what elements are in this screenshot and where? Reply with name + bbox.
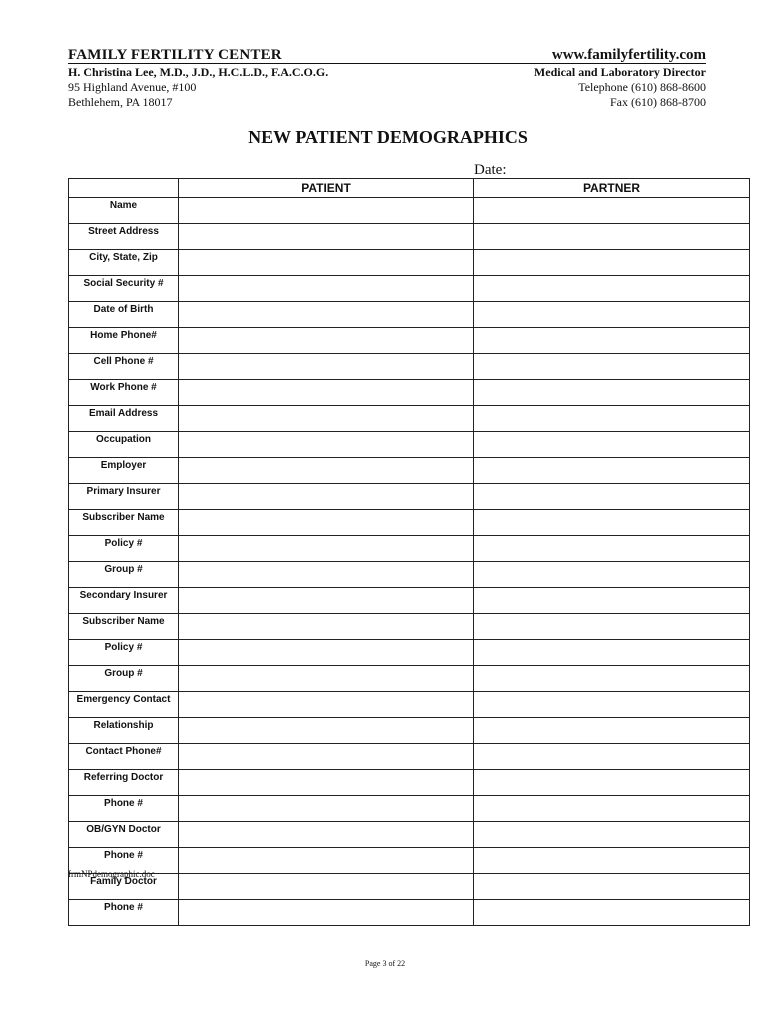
table-row xyxy=(69,588,750,614)
partner-field[interactable] xyxy=(474,588,750,614)
partner-field[interactable] xyxy=(474,796,750,822)
address-line-1: 95 Highland Avenue, #100 xyxy=(68,80,197,94)
header-left xyxy=(68,47,368,64)
table-row xyxy=(69,354,750,380)
field-label: Subscriber Name xyxy=(69,510,179,536)
partner-field[interactable] xyxy=(474,354,750,380)
field-label: Employer xyxy=(69,458,179,484)
partner-field[interactable] xyxy=(474,276,750,302)
field-label: Street Address xyxy=(69,224,179,250)
contact-info xyxy=(386,65,706,110)
column-header-partner: PARTNER xyxy=(474,179,750,198)
table-row xyxy=(69,874,750,900)
doctor-title: Medical and Laboratory Director xyxy=(533,65,706,79)
table-row xyxy=(69,276,750,302)
patient-field[interactable] xyxy=(179,588,474,614)
partner-field[interactable] xyxy=(474,458,750,484)
table-row xyxy=(69,666,750,692)
column-header-label xyxy=(69,179,179,198)
partner-field[interactable] xyxy=(474,614,750,640)
table-row xyxy=(69,406,750,432)
form-title: NEW PATIENT DEMOGRAPHICS xyxy=(248,127,528,147)
field-label: Phone # xyxy=(69,848,179,874)
patient-field[interactable] xyxy=(179,562,474,588)
patient-field[interactable] xyxy=(179,536,474,562)
header-right xyxy=(386,47,706,64)
partner-field[interactable] xyxy=(474,198,750,224)
patient-field[interactable] xyxy=(179,848,474,874)
partner-field[interactable] xyxy=(474,874,750,900)
table-row xyxy=(69,614,750,640)
partner-field[interactable] xyxy=(474,770,750,796)
table-row xyxy=(69,536,750,562)
patient-field[interactable] xyxy=(179,796,474,822)
table-row xyxy=(69,302,750,328)
patient-field[interactable] xyxy=(179,874,474,900)
patient-field[interactable] xyxy=(179,900,474,926)
partner-field[interactable] xyxy=(474,302,750,328)
partner-field[interactable] xyxy=(474,718,750,744)
field-label: Subscriber Name xyxy=(69,614,179,640)
table-header-row xyxy=(69,179,750,198)
field-label: Work Phone # xyxy=(69,380,179,406)
table-row xyxy=(69,484,750,510)
partner-field[interactable] xyxy=(474,380,750,406)
table-row xyxy=(69,718,750,744)
table-row xyxy=(69,744,750,770)
table-row xyxy=(69,224,750,250)
field-label: Group # xyxy=(69,666,179,692)
patient-field[interactable] xyxy=(179,224,474,250)
patient-field[interactable] xyxy=(179,380,474,406)
patient-field[interactable] xyxy=(179,744,474,770)
partner-field[interactable] xyxy=(474,692,750,718)
table-row xyxy=(69,900,750,926)
table-row xyxy=(69,250,750,276)
field-label: Occupation xyxy=(69,432,179,458)
table-row xyxy=(69,692,750,718)
table-row xyxy=(69,458,750,484)
field-label: Date of Birth xyxy=(69,302,179,328)
patient-field[interactable] xyxy=(179,354,474,380)
header-divider xyxy=(68,63,706,64)
partner-field[interactable] xyxy=(474,900,750,926)
patient-field[interactable] xyxy=(179,614,474,640)
patient-field[interactable] xyxy=(179,302,474,328)
patient-field[interactable] xyxy=(179,432,474,458)
table-row xyxy=(69,562,750,588)
patient-field[interactable] xyxy=(179,250,474,276)
patient-field[interactable] xyxy=(179,770,474,796)
field-label: Home Phone# xyxy=(69,328,179,354)
field-label: Policy # xyxy=(69,640,179,666)
partner-field[interactable] xyxy=(474,848,750,874)
fax: Fax (610) 868-8700 xyxy=(610,95,706,109)
field-label: Email Address xyxy=(69,406,179,432)
table-row xyxy=(69,640,750,666)
patient-field[interactable] xyxy=(179,640,474,666)
demographics-table xyxy=(68,178,750,926)
table-row xyxy=(69,770,750,796)
table-row xyxy=(69,432,750,458)
patient-field[interactable] xyxy=(179,328,474,354)
org-name: FAMILY FERTILITY CENTER xyxy=(68,47,282,63)
partner-field[interactable] xyxy=(474,666,750,692)
partner-field[interactable] xyxy=(474,406,750,432)
patient-field[interactable] xyxy=(179,406,474,432)
field-label: Referring Doctor xyxy=(69,770,179,796)
footer-filename: frmNPdemographic.doc xyxy=(68,869,155,879)
table-row xyxy=(69,510,750,536)
partner-field[interactable] xyxy=(474,224,750,250)
field-label: Family Doctor xyxy=(69,874,179,900)
partner-field[interactable] xyxy=(474,250,750,276)
partner-field[interactable] xyxy=(474,432,750,458)
field-label: Emergency Contact xyxy=(69,692,179,718)
partner-field[interactable] xyxy=(474,640,750,666)
table-row xyxy=(69,848,750,874)
field-label: Phone # xyxy=(69,900,179,926)
partner-field[interactable] xyxy=(474,744,750,770)
doctor-name: H. Christina Lee, M.D., J.D., H.C.L.D., F.A.C.O.G. xyxy=(68,65,329,79)
field-label: Relationship xyxy=(69,718,179,744)
table-row xyxy=(69,198,750,224)
partner-field[interactable] xyxy=(474,562,750,588)
patient-field[interactable] xyxy=(179,458,474,484)
field-label: Primary Insurer xyxy=(69,484,179,510)
field-label: Cell Phone # xyxy=(69,354,179,380)
field-label: Social Security # xyxy=(69,276,179,302)
partner-field[interactable] xyxy=(474,822,750,848)
practice-info xyxy=(68,65,388,110)
field-label: Secondary Insurer xyxy=(69,588,179,614)
patient-field[interactable] xyxy=(179,484,474,510)
field-label: OB/GYN Doctor xyxy=(69,822,179,848)
partner-field[interactable] xyxy=(474,536,750,562)
column-header-patient: PATIENT xyxy=(179,179,474,198)
field-label: Phone # xyxy=(69,796,179,822)
table-row xyxy=(69,380,750,406)
patient-field[interactable] xyxy=(179,510,474,536)
table-row xyxy=(69,328,750,354)
patient-field[interactable] xyxy=(179,198,474,224)
field-label: Group # xyxy=(69,562,179,588)
partner-field[interactable] xyxy=(474,328,750,354)
patient-field[interactable] xyxy=(179,666,474,692)
field-label: City, State, Zip xyxy=(69,250,179,276)
table-row xyxy=(69,822,750,848)
date-label: Date: xyxy=(474,162,507,178)
patient-field[interactable] xyxy=(179,718,474,744)
patient-field[interactable] xyxy=(179,692,474,718)
field-label: Name xyxy=(69,198,179,224)
field-label: Policy # xyxy=(69,536,179,562)
patient-field[interactable] xyxy=(179,822,474,848)
partner-field[interactable] xyxy=(474,510,750,536)
partner-field[interactable] xyxy=(474,484,750,510)
field-label: Contact Phone# xyxy=(69,744,179,770)
telephone: Telephone (610) 868-8600 xyxy=(578,80,706,94)
table-row xyxy=(69,796,750,822)
website-link[interactable]: www.familyfertility.com xyxy=(551,47,706,63)
address-line-2: Bethlehem, PA 18017 xyxy=(68,95,173,109)
page-number: Page 3 of 22 xyxy=(364,959,406,968)
patient-field[interactable] xyxy=(179,276,474,302)
